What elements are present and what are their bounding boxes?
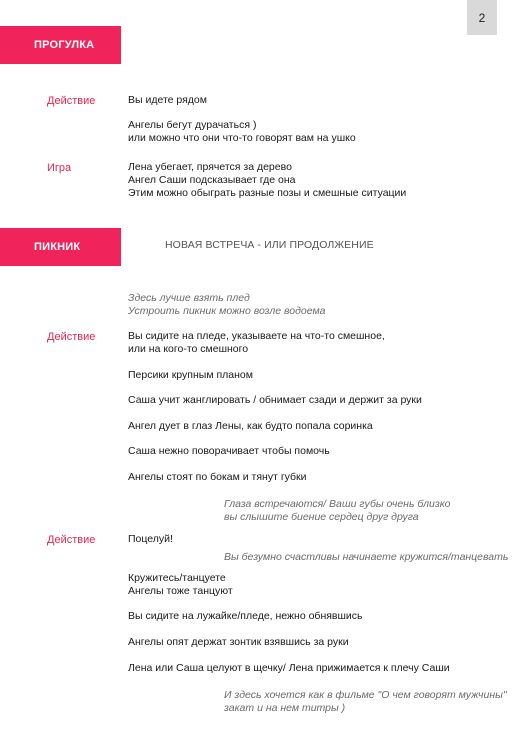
italic-note: вы слышите биение сердец друг друга xyxy=(224,511,419,523)
script-line: Саша учит жанглировать / обнимает сзади и держит за руки xyxy=(128,394,422,406)
script-line: Вы идете рядом xyxy=(128,94,207,106)
script-line: Ангелы бегут дурачаться ) xyxy=(128,119,257,131)
italic-note: И здесь хочется как в фильме "О чем говорят мужчины" xyxy=(224,689,507,701)
script-line: Ангелы тоже танцуют xyxy=(128,585,233,597)
section-title-picnic: ПИКНИК xyxy=(0,228,121,266)
script-line: Ангел Саши подсказывает где она xyxy=(128,174,296,186)
script-line: Лена убегает, прячется за дерево xyxy=(128,161,292,173)
page-number: 2 xyxy=(467,0,497,35)
action-label: Действие xyxy=(47,534,96,546)
script-line: Лена или Саша целуют в щечку/ Лена прижимается к плечу Саши xyxy=(128,662,450,674)
script-line: или на кого-то смешного xyxy=(128,343,249,355)
action-label: Действие xyxy=(47,95,96,107)
script-line: Ангелы стоят по бокам и тянут губки xyxy=(128,471,307,483)
script-line: Поцелуй! xyxy=(128,533,173,545)
italic-note: Вы безумно счастливы начинаете кружится/танцевать xyxy=(224,551,509,563)
section-subtitle: НОВАЯ ВСТРЕЧА - ИЛИ ПРОДОЛЖЕНИЕ xyxy=(165,239,374,251)
game-label: Игра xyxy=(47,162,72,174)
italic-note: Устроить пикник можно возле водоема xyxy=(128,305,326,317)
action-label: Действие xyxy=(47,331,96,343)
script-line: или можно что они что-то говорят вам на ушко xyxy=(128,132,356,144)
italic-note: Здесь лучше взять плед xyxy=(128,292,250,304)
script-line: Вы сидите на лужайке/пледе, нежно обнявшись xyxy=(128,610,363,622)
script-line: Этим можно обыграть разные позы и смешные ситуации xyxy=(128,187,407,199)
section-title-walk: ПРОГУЛКА xyxy=(0,26,121,64)
script-line: Саша нежно поворачивает чтобы помочь xyxy=(128,445,330,457)
script-line: Персики крупным планом xyxy=(128,369,253,381)
italic-note: Глаза встречаются/ Ваши губы очень близко xyxy=(224,498,451,510)
script-line: Ангел дует в глаз Лены, как будто попала соринка xyxy=(128,420,373,432)
script-line: Кружитесь/танцуете xyxy=(128,572,226,584)
script-line: Вы сидите на пледе, указываете на что-то смешное, xyxy=(128,330,385,342)
script-line: Ангелы опят держат зонтик взявшись за руки xyxy=(128,636,349,648)
italic-note: закат и на нем титры ) xyxy=(224,702,346,714)
